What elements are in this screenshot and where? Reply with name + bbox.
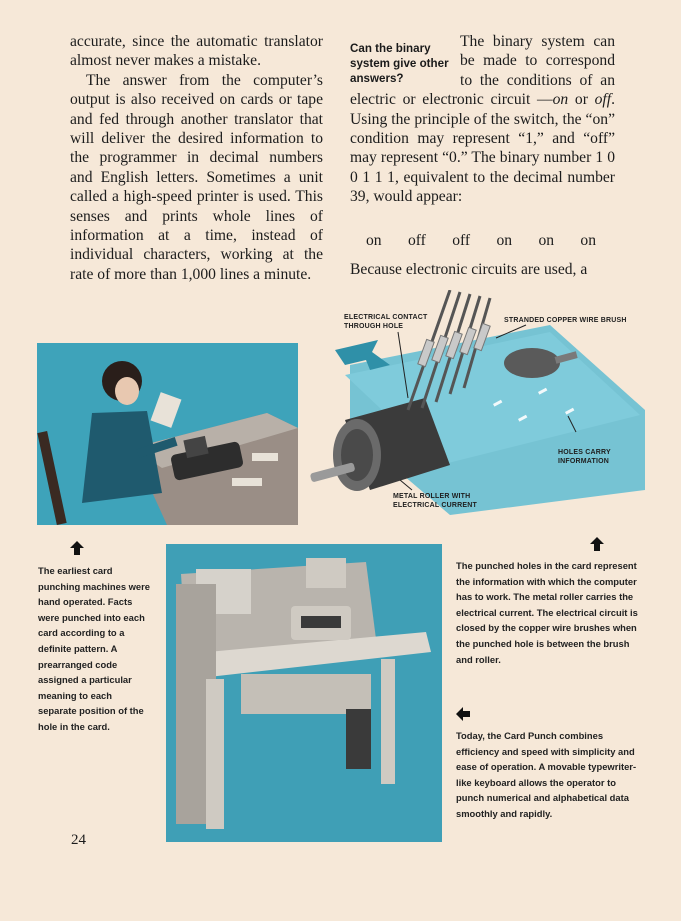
operator-photo — [37, 343, 298, 525]
back-roller — [504, 348, 560, 378]
or-word: or — [568, 91, 595, 109]
page-number: 24 — [71, 832, 86, 848]
left-paragraph-1: accurate, since the automatic translator almost never makes a mistake. — [70, 33, 323, 70]
left-paragraph-2: The answer from the computer’s output is also received on cards or tape and fed through another translator that will deliver the desired information to the programmer in decimal numbers and English letters. Sometimes a unit called a high-speed printer is used. This senses and prints whole lines of information at a time, instead of individual characters, working at the rate of more than 1,000 lines a minute. — [70, 71, 323, 283]
binary-state: on — [496, 232, 513, 249]
caption-operator: The earliest card punching machines were hand operated. Facts were punched into each card according to a definite pattern. A prearranged code assigned a particular meaning to each separate position of the hole in the card. — [38, 565, 151, 732]
label-copper-brush: STRANDED COPPER WIRE BRUSH — [504, 317, 627, 324]
binary-state: off — [407, 232, 426, 249]
card-punch-machine-photo — [166, 544, 442, 842]
binary-state: on — [538, 232, 555, 249]
left-column — [70, 32, 323, 284]
arrow-left-icon — [456, 707, 470, 721]
label-holes-carry-information: HOLES CARRY INFORMATION — [558, 449, 611, 465]
arrow-up-icon — [590, 537, 604, 551]
continuation-text: Because electronic circuits are used, a — [350, 261, 588, 278]
caption-diagram: The punched holes in the card represent the information with which the computer has to work. The metal roller carries the electrical current. The electrical circuit is closed by the copper wire brushes when the punched hole is between the brush and roller. — [456, 560, 638, 665]
binary-state: off — [452, 232, 471, 249]
label-electrical-contact: ELECTRICAL CONTACT THROUGH HOLE — [344, 314, 428, 330]
caption-machine: Today, the Card Punch combines efficiency and speed with simplicity and ease of operation. A movable typewriter-like keyboard allows the operator to punch numerical and alphabetical data smoothly and rapidly. — [456, 730, 637, 819]
on-word: on — [552, 91, 569, 109]
binary-state: on — [580, 232, 596, 249]
label-metal-roller: METAL ROLLER WITH ELECTRICAL CURRENT — [393, 493, 477, 509]
binary-on-off-row — [366, 232, 596, 250]
off-word: off — [594, 91, 612, 109]
right-paragraph-rest: . Using the principle of the switch, the “on” condition may represent “1,” and “off” may represent “0.” The binary number 1 0 0 1 1 1, equivalent to the decimal number 39, would appear: — [350, 91, 615, 206]
binary-state: on — [366, 232, 382, 249]
right-paragraph-lead: The binary system can be made to correspond to the conditions of an electric or electronic circuit — — [350, 33, 615, 109]
side-heading: Can the binary system give other answers? — [350, 42, 449, 85]
arrow-up-icon — [70, 541, 84, 555]
right-column — [350, 32, 615, 207]
